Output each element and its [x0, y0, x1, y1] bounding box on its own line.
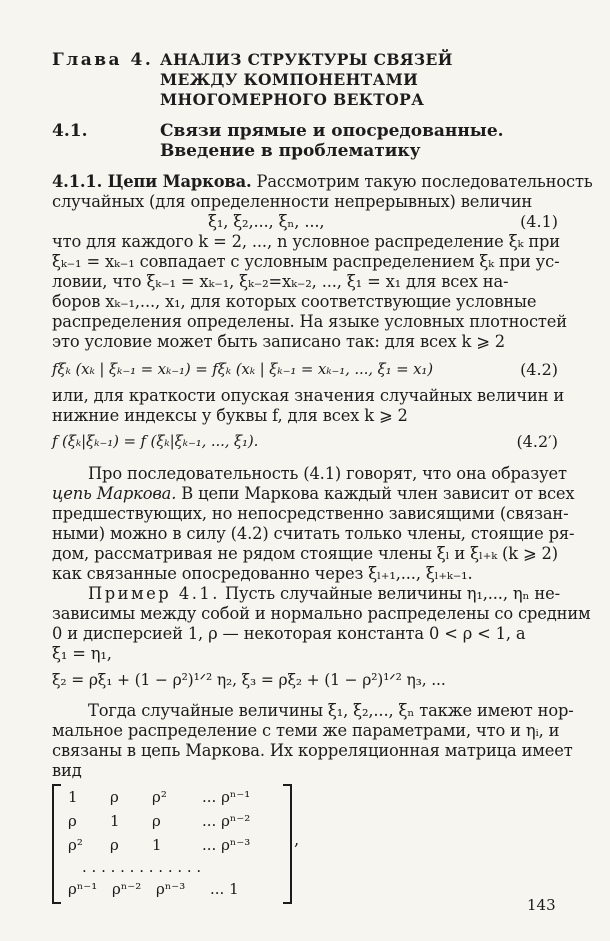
text-fragment: В цепи Маркова каждый член зависит от всех — [181, 484, 575, 503]
matrix-cell: ... ρⁿ⁻³ — [202, 836, 251, 854]
text-line: случайных (для определенности непрерывных) величин — [52, 192, 533, 211]
example-label: Пример 4.1. — [88, 584, 220, 603]
matrix-trailing-comma: , — [294, 830, 300, 849]
matrix-cell: ρ² — [68, 836, 83, 854]
equation-4-2: fξₖ (xₖ | ξₖ₋₁ = xₖ₋₁) = fξₖ (xₖ | ξₖ₋₁ = xₖ₋₁, ..., ξ₁ = x₁) — [52, 360, 433, 378]
matrix-left-bracket — [52, 784, 61, 904]
section-number: 4.1. — [52, 121, 88, 141]
matrix-cell: ρⁿ⁻² — [112, 880, 142, 898]
equation-recurrence: ξ₂ = ρξ₁ + (1 − ρ²)¹ᐟ² η₂, ξ₃ = ρξ₂ + (1 − ρ²)¹ᐟ² η₃, ... — [52, 671, 446, 689]
correlation-matrix — [52, 784, 292, 902]
matrix-cell: ρ² — [152, 788, 167, 806]
equation-4-2-prime: f (ξₖ|ξₖ₋₁) = f (ξₖ|ξₖ₋₁, ..., ξ₁). — [52, 432, 259, 450]
text-fragment: Пусть случайные величины η₁,..., ηₙ не- — [224, 584, 560, 603]
text-line: зависимы между собой и нормально распределены со средним — [52, 604, 591, 623]
text-line: дом, рассматривая не рядом стоящие члены ξₗ и ξₗ₊ₖ (k ⩾ 2) — [52, 544, 558, 563]
chapter-label: Глава 4. — [52, 50, 154, 70]
text-line: предшествующих, но непосредственно зависящими (связан- — [52, 504, 569, 523]
text-line: что для каждого k = 2, ..., n условное распределение ξₖ при — [52, 232, 561, 251]
matrix-cell: ρ — [152, 812, 161, 830]
matrix-cell: ρⁿ⁻¹ — [68, 880, 98, 898]
section-title-line-2: Введение в проблематику — [160, 141, 421, 161]
term-markov-chain: цепь Маркова. — [52, 484, 177, 503]
matrix-cell: ... ρⁿ⁻¹ — [202, 788, 251, 806]
subsection-heading: 4.1.1. Цепи Маркова. — [52, 172, 252, 191]
text-line: боров xₖ₋₁,..., x₁, для которых соответствующие условные — [52, 292, 537, 311]
section-title-line-1: Связи прямые и опосредованные. — [160, 121, 504, 141]
equation-number-4-2: (4.2) — [520, 360, 558, 379]
matrix-cell: ... 1 — [210, 880, 239, 898]
matrix-cell: ρ — [68, 812, 77, 830]
chapter-title-line-1: АНАЛИЗ СТРУКТУРЫ СВЯЗЕЙ — [160, 50, 453, 69]
text-line: Про последовательность (4.1) говорят, что она образует — [88, 464, 567, 483]
text-line: или, для краткости опуская значения случайных величин и — [52, 386, 565, 405]
matrix-cell: 1 — [152, 836, 162, 854]
text-line: ξₖ₋₁ = xₖ₋₁ совпадает с условным распределением ξₖ при ус- — [52, 252, 560, 271]
text-line: как связанные опосредованно через ξₗ₊₁,..., ξₗ₊ₖ₋₁. — [52, 564, 473, 583]
matrix-right-bracket — [283, 784, 292, 904]
matrix-cell: ρ — [110, 836, 119, 854]
matrix-cell: ρⁿ⁻³ — [156, 880, 186, 898]
page-number: 143 — [527, 896, 556, 914]
subsection-first-line — [52, 172, 593, 191]
example-first-line — [88, 584, 560, 603]
text-line: ными) можно в силу (4.2) считать только члены, стоящие ря- — [52, 524, 575, 543]
text-line: ξ₁ = η₁, — [52, 644, 112, 663]
chapter-title-line-2: МЕЖДУ КОМПОНЕНТАМИ — [160, 70, 419, 89]
text-line: вид — [52, 761, 82, 780]
text-line — [52, 484, 574, 503]
matrix-ellipsis-row: . . . . . . . . . . . . . — [82, 858, 202, 876]
text-line: распределения определены. На языке условных плотностей — [52, 312, 567, 331]
matrix-cell: 1 — [68, 788, 78, 806]
matrix-cell: 1 — [110, 812, 120, 830]
subsection-intro: Рассмотрим такую последовательность — [256, 172, 593, 191]
text-line: это условие может быть записано так: для всех k ⩾ 2 — [52, 332, 505, 351]
chapter-title-line-3: МНОГОМЕРНОГО ВЕКТОРА — [160, 90, 425, 109]
text-line: ловии, что ξₖ₋₁ = xₖ₋₁, ξₖ₋₂=xₖ₋₂, ..., ξ₁ = x₁ для всех на- — [52, 272, 509, 291]
equation-4-1: ξ₁, ξ₂,..., ξₙ, ..., — [208, 212, 325, 231]
matrix-cell: ρ — [110, 788, 119, 806]
equation-number-4-2-prime: (4.2′) — [516, 432, 558, 451]
text-line: Тогда случайные величины ξ₁, ξ₂,..., ξₙ также имеют нор- — [88, 701, 574, 720]
equation-number-4-1: (4.1) — [520, 212, 558, 231]
text-line: связаны в цепь Маркова. Их корреляционная матрица имеет — [52, 741, 573, 760]
matrix-cell: ... ρⁿ⁻² — [202, 812, 251, 830]
text-line: 0 и дисперсией 1, ρ — некоторая константа 0 < ρ < 1, а — [52, 624, 526, 643]
text-line: мальное распределение с теми же параметрами, что и ηᵢ, и — [52, 721, 560, 740]
text-line: нижние индексы у буквы f, для всех k ⩾ 2 — [52, 406, 408, 425]
